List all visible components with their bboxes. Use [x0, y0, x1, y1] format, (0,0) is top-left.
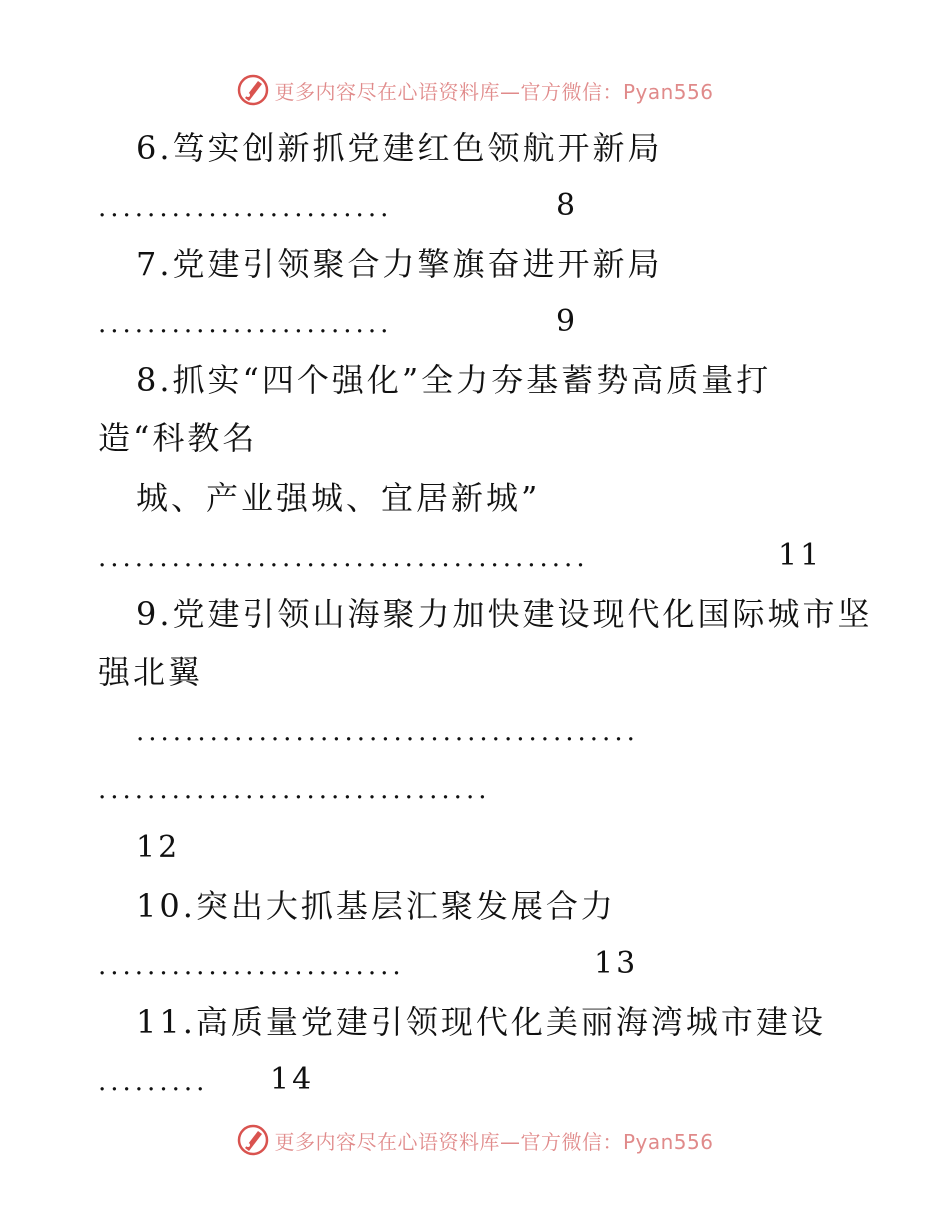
toc-entry-title[interactable]: 8.抓实“四个强化”全力夯基蓄势高质量打: [136, 361, 772, 399]
toc-page-number[interactable]: 14: [270, 1062, 315, 1097]
toc-page-number[interactable]: 13: [594, 946, 639, 981]
watermark-banner-bottom: [0, 1120, 950, 1160]
toc-entry-title-continued[interactable]: 强北翼: [98, 653, 204, 691]
toc-entry-title-continued[interactable]: 城、产业强城、宜居新城”: [136, 479, 541, 517]
toc-entry-title[interactable]: 9.党建引领山海聚力加快建设现代化国际城市坚: [136, 595, 873, 633]
toc-page-number[interactable]: 12: [136, 830, 181, 865]
toc-leader-dots: .........: [98, 1067, 209, 1097]
toc-leader-dots: ........................: [98, 309, 393, 339]
toc-entry-title[interactable]: 11.高质量党建引领现代化美丽海湾城市建设: [136, 1003, 826, 1041]
toc-leader-dots: ........................................: [98, 543, 589, 573]
toc-page-number[interactable]: 9: [556, 304, 579, 339]
toc-page-number[interactable]: 11: [778, 538, 823, 573]
toc-leader-dots: .........................................: [136, 717, 639, 747]
toc-entry-title[interactable]: 6.笃实创新抓党建红色领航开新局: [136, 129, 663, 167]
toc-entry-title[interactable]: 7.党建引领聚合力擎旗奋进开新局: [136, 245, 663, 283]
toc-page-number[interactable]: 8: [556, 188, 579, 223]
watermark-text: 更多内容尽在心语资料库—官方微信：Pyan556: [274, 1129, 714, 1154]
pen-circle-logo-icon: [236, 1123, 270, 1157]
toc-leader-dots: ................................: [98, 775, 491, 805]
toc-leader-dots: ........................: [98, 193, 393, 223]
toc-leader-dots: .........................: [98, 951, 405, 981]
toc-entry-title[interactable]: 10.突出大抓基层汇聚发展合力: [136, 887, 616, 925]
toc-entry-title-continued[interactable]: 造“科教名: [98, 419, 258, 457]
watermark-text: 更多内容尽在心语资料库—官方微信：Pyan556: [274, 79, 714, 104]
